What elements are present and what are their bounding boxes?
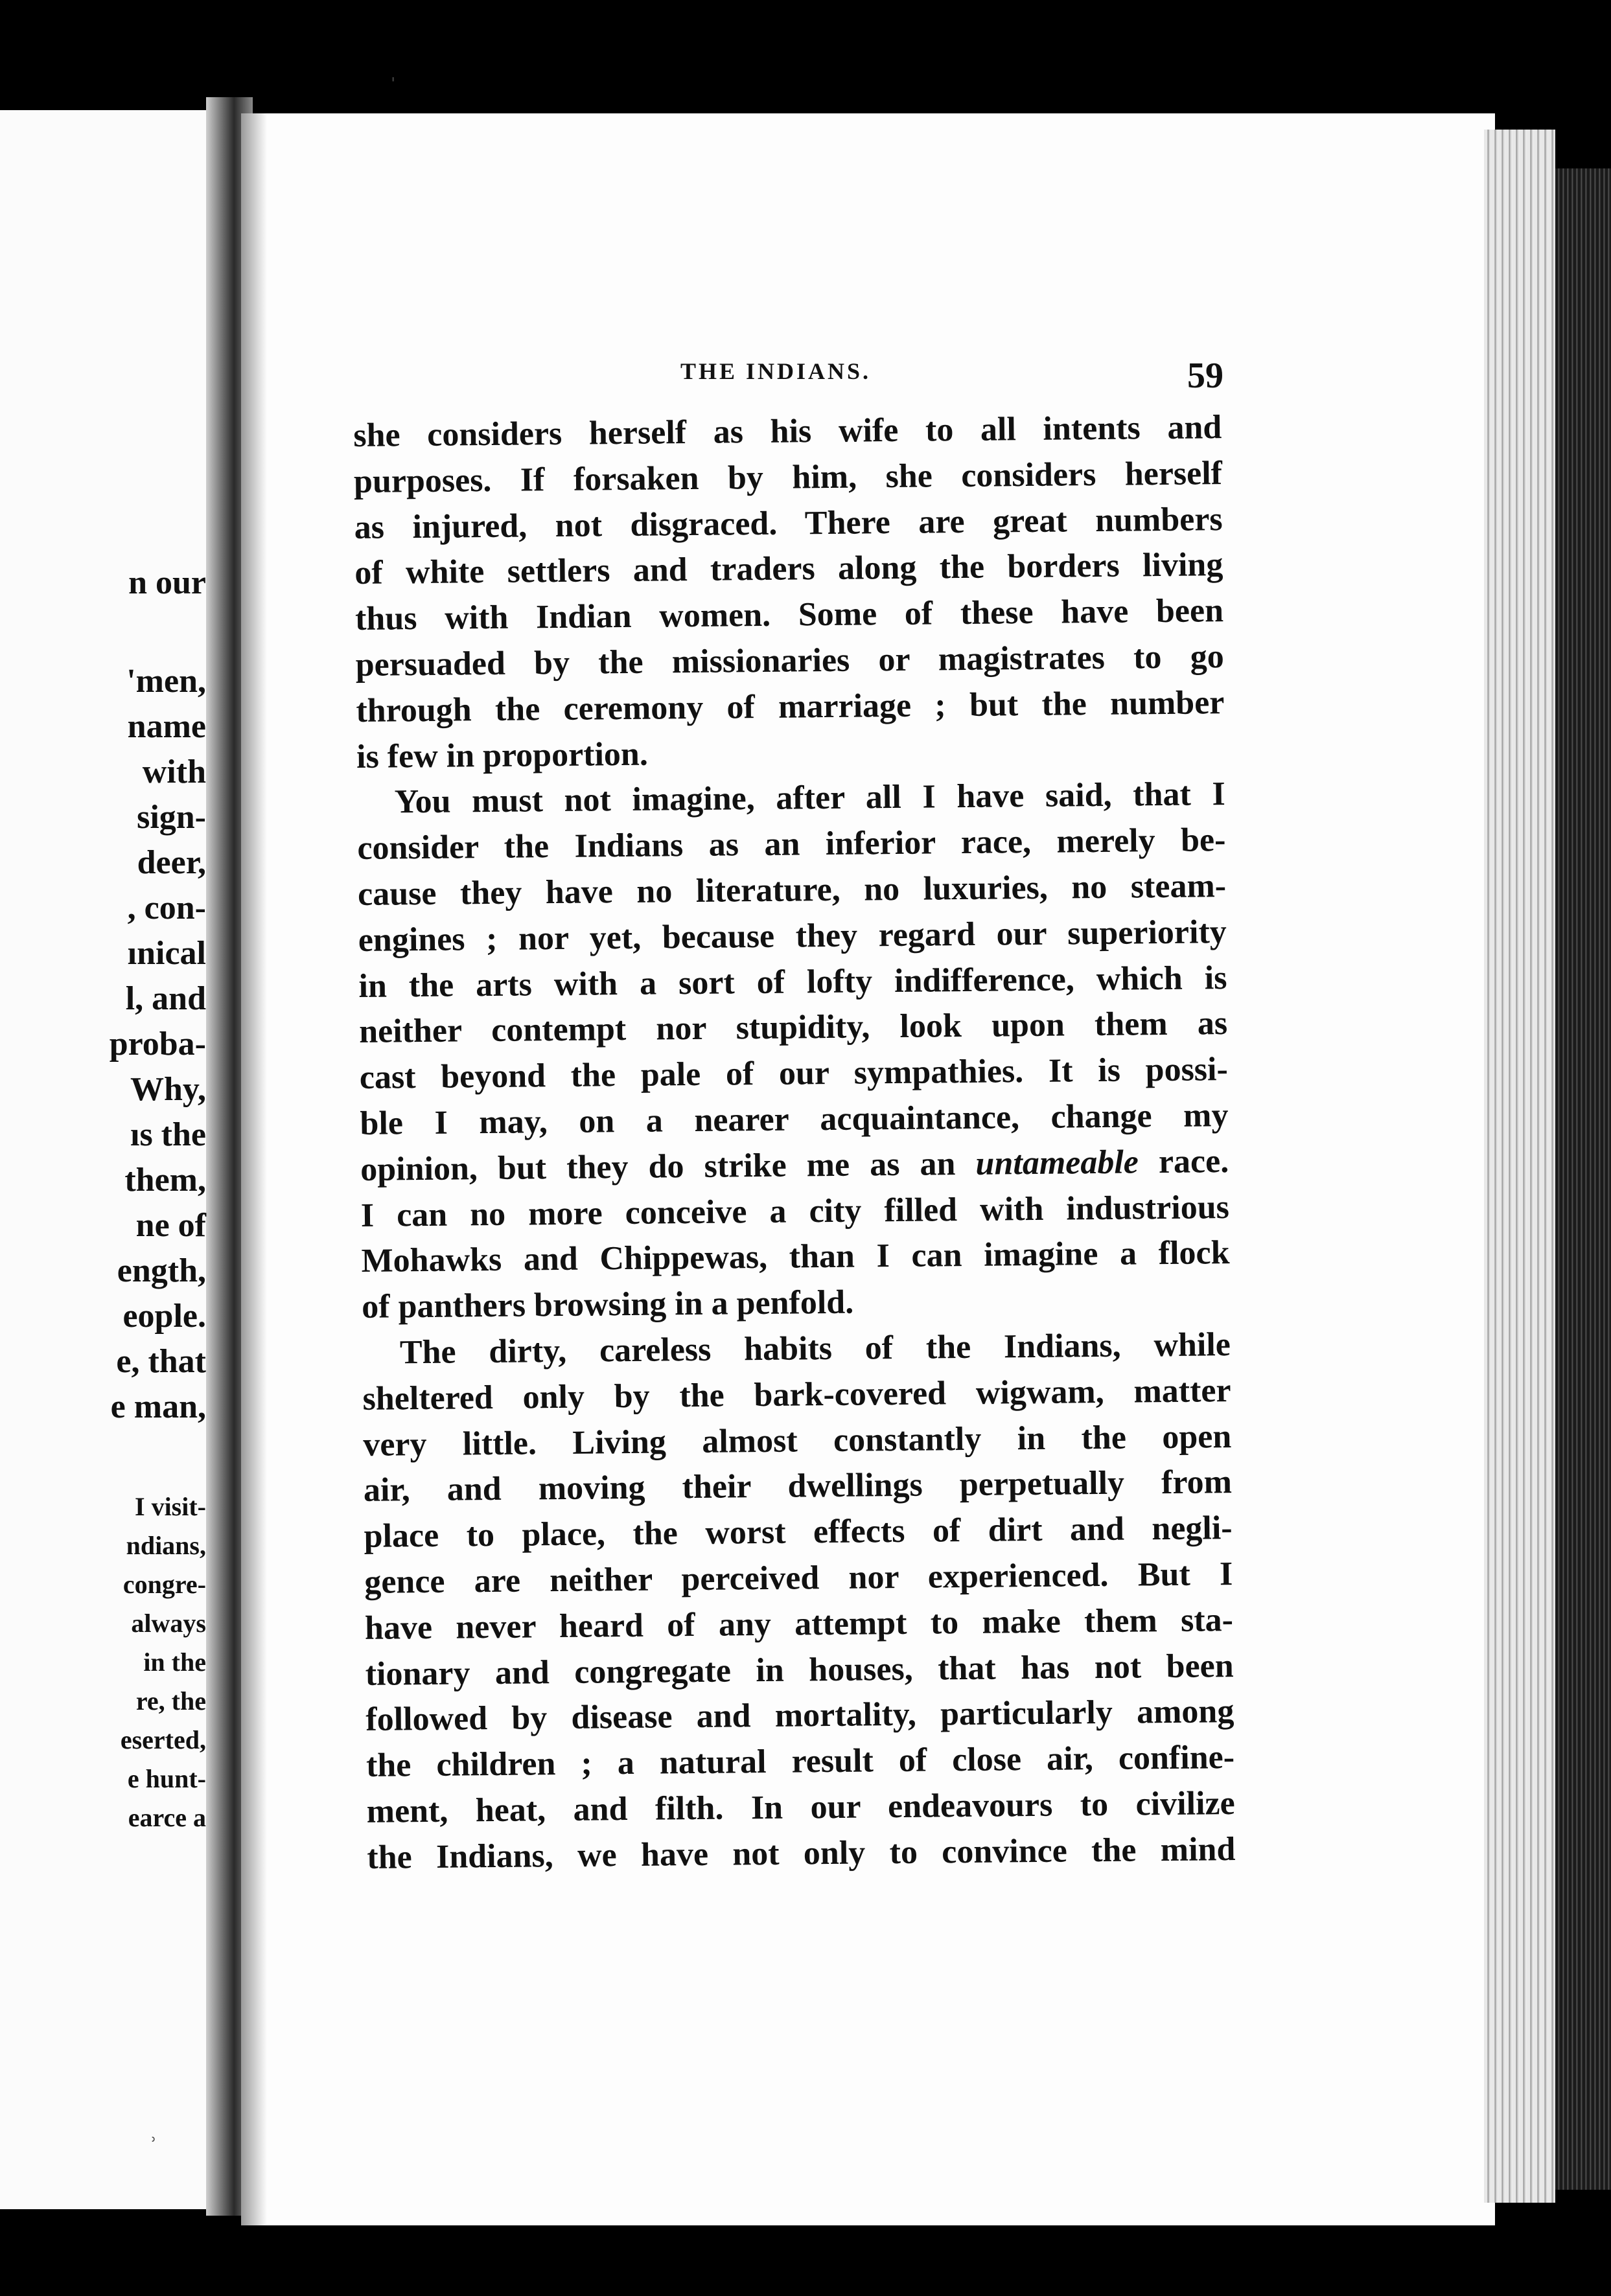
left-line: name: [127, 708, 206, 745]
left-footnote-line: I visit-: [135, 1492, 206, 1521]
text-line-segment: opinion, but they do strike me as an: [360, 1145, 956, 1188]
text-line: gence are neither perceived nor experienced. But I: [364, 1555, 1233, 1601]
left-line: 'men,: [126, 663, 206, 700]
body-text: [353, 405, 1236, 1881]
paragraph-start-line: The dirty, careless habits of the Indians, while: [399, 1326, 1231, 1372]
text-line: have never heard of any attempt to make them sta-: [364, 1601, 1234, 1647]
paragraph-start-line: You must not imagine, after all I have said, that I: [394, 775, 1225, 821]
text-line: neither contempt nor stupidity, look upon them as: [358, 1005, 1228, 1051]
text-line: in the arts with a sort of lofty indifference, which is: [358, 959, 1227, 1005]
text-line: followed by disease and mortality, particularly among: [365, 1693, 1234, 1739]
left-line: Why,: [130, 1071, 206, 1108]
text-line: sheltered only by the bark-covered wigwam, matter: [362, 1372, 1231, 1418]
left-footnote-line: always: [131, 1609, 206, 1638]
italic-word: untameable: [975, 1143, 1139, 1182]
stray-ink-mark: ʾ: [149, 2132, 158, 2161]
text-line: cast beyond the pale of our sympathies. It is possi-: [359, 1051, 1229, 1097]
page-edges: [1484, 130, 1555, 2203]
text-line: cause they have no literature, no luxuries, no steam-: [357, 867, 1227, 913]
text-line: place to place, the worst effects of dirt and negli-: [364, 1510, 1233, 1556]
left-footnote-line: in the: [143, 1647, 206, 1677]
left-line: them,: [124, 1162, 206, 1199]
left-footnote-line: ndians,: [126, 1531, 206, 1560]
text-line: air, and moving their dwellings perpetually from: [363, 1464, 1233, 1510]
left-footnote-line: congre-: [122, 1570, 206, 1599]
text-line: very little. Living almost constantly in the open: [363, 1418, 1232, 1464]
left-line: ne of: [135, 1207, 206, 1244]
left-line: with: [142, 753, 206, 790]
gutter-shadow: [241, 113, 267, 2225]
left-footnote-line: e hunt-: [127, 1764, 206, 1793]
left-line: e, that: [116, 1343, 206, 1380]
text-line: the children ; a natural result of close air, confine-: [365, 1739, 1235, 1785]
text-line: as injured, not disgraced. There are great numbers: [354, 500, 1223, 546]
text-line-segment: race.: [1158, 1142, 1229, 1180]
left-line: ıs the: [130, 1116, 206, 1153]
text-line: purposes. If forsaken by him, she considers herself: [353, 454, 1223, 500]
text-line: consider the Indians as an inferior race, merely be-: [357, 821, 1226, 867]
text-line: I can no more conceive a city filled with industrious: [360, 1188, 1230, 1234]
left-line: sign-: [137, 799, 206, 836]
text-line: of white settlers and traders along the borders living: [354, 546, 1223, 592]
text-line: ment, heat, and filth. In our endeavours to civilize: [366, 1784, 1235, 1830]
text-line: is few in proportion.: [356, 735, 649, 775]
left-line: ınical: [127, 935, 206, 972]
left-line: proba-: [109, 1026, 206, 1062]
left-line: n our: [128, 564, 206, 601]
left-line: e man,: [110, 1388, 206, 1425]
left-facing-page: [0, 110, 206, 2209]
left-footnote-line: eserted,: [120, 1725, 206, 1754]
text-line: of panthers browsing in a penfold.: [361, 1283, 854, 1326]
text-line: she considers herself as his wife to all intents and: [353, 409, 1222, 454]
text-line: thus with Indian women. Some of these have been: [354, 592, 1224, 638]
left-line: eople.: [122, 1298, 206, 1335]
running-head: THE INDIANS.: [680, 358, 872, 384]
text-line: Mohawks and Chippewas, than I can imagine a flock: [361, 1234, 1230, 1280]
left-footnote-line: re, the: [135, 1686, 206, 1716]
stray-ink-mark: ˈ: [389, 72, 398, 101]
left-line: , con-: [127, 890, 206, 926]
text-line: [360, 1139, 1229, 1193]
left-footnote-line: earce a: [128, 1803, 206, 1832]
left-line: ength,: [117, 1252, 206, 1289]
text-line: persuaded by the missionaries or magistrates to go: [355, 638, 1224, 683]
text-line: tionary and congregate in houses, that has not been: [365, 1647, 1234, 1693]
text-line: through the ceremony of marriage ; but the number: [356, 683, 1225, 729]
text-line: the Indians, we have not only to convince the mind: [367, 1830, 1236, 1876]
text-line: engines ; nor yet, because they regard our superiority: [358, 913, 1227, 959]
left-line: l, and: [125, 980, 206, 1017]
text-line: ble I may, on a nearer acquaintance, change my: [360, 1097, 1229, 1142]
page-number: 59: [1187, 356, 1223, 396]
left-line: deer,: [137, 844, 206, 881]
book-cover-edge: [1555, 168, 1611, 2190]
